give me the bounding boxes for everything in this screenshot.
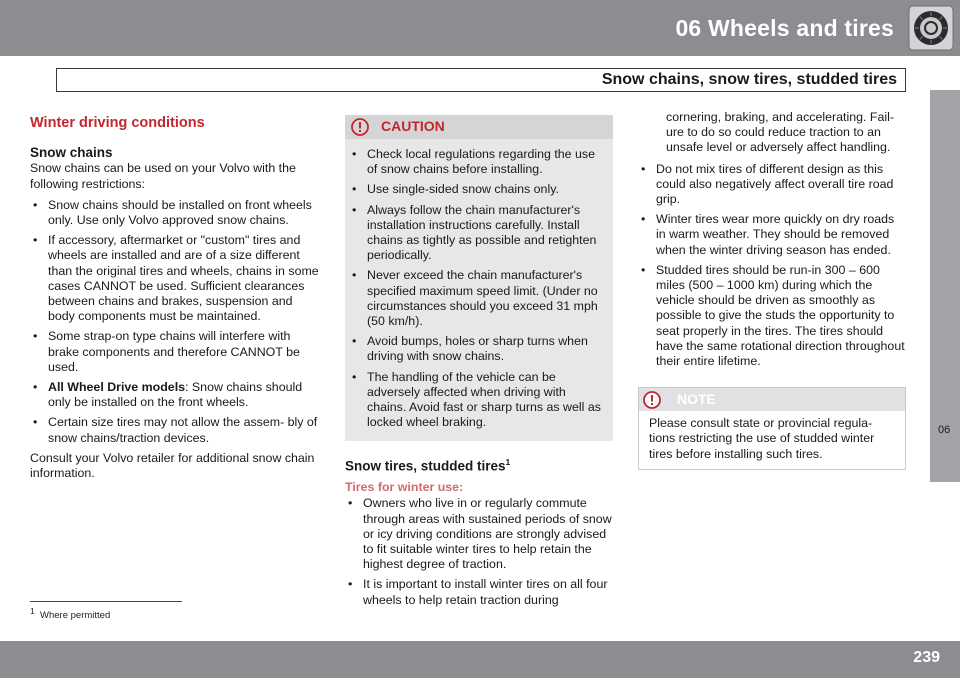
list-item: • Use single-sided snow chains only. [349, 182, 607, 197]
bottom-footer-bar [0, 641, 960, 678]
section-title: Snow chains, snow tires, studded tires [601, 71, 897, 88]
caution-header [345, 115, 613, 139]
list-item: • The handling of the vehicle can be adversely affected when driving with chains. Avoid fast or sharp turns as well as locked wheel braking. [349, 370, 607, 431]
list-item: • Studded tires should be run-in 300 – 600 miles (500 – 1000 km) during which the vehicle should be driven as smoothly as possible to give the studs the opportunity to seat properly in the tires. The tires should have the same rotational direction throughout their entire lifetime. [638, 263, 906, 369]
snow-tires-heading-text: Snow tires, studded tires [345, 458, 506, 474]
note-box [638, 387, 906, 470]
note-text: Please consult state or provincial regula- tions restricting the use of studded winter tires before installing such tires. [649, 416, 875, 461]
footnote-ref: 1 [505, 457, 511, 468]
snow-chains-outro: Consult your Volvo retailer for additional snow chain information. [30, 450, 315, 481]
tire-advice-list [638, 162, 906, 370]
section-heading: Winter driving conditions [30, 115, 205, 131]
footnote-text: Where permitted [40, 610, 111, 622]
caution-list [349, 147, 607, 430]
continued-text: cornering, braking, and accelerating. Fail- ure to do so could reduce traction to an unsafe level or adversely affect handling. [666, 110, 894, 155]
footnote-number: 1 [30, 606, 35, 616]
list-item: • Check local regulations regarding the use of snow chains before installing. [349, 147, 607, 177]
list-item: • Some strap-on type chains will interfere with brake components and therefore CANNOT be used. [30, 329, 322, 375]
list-item: • If accessory, aftermarket or "custom" tires and wheels are installed and are of a size different than the original tires and wheels, chains in some cases CANNOT be used. Sufficient clearances between chains and brakes, suspension and body components must be maintained. [30, 233, 322, 324]
awd-text: : Snow chains should only be installed on the front wheels. [48, 380, 303, 410]
list-item: • Owners who live in or regularly commute through areas with sustained periods of snow or icy driving conditions are strongly advised to fit suitable winter tires to help retain the highest degree of traction. [345, 496, 613, 572]
list-item: • Certain size tires may not allow the assem- bly of snow chains/traction devices. [30, 415, 322, 445]
tire-icon [908, 5, 954, 51]
snow-chains-list [30, 198, 322, 446]
caution-box [345, 115, 613, 441]
chapter-title: 06 Wheels and tires [675, 15, 894, 41]
column-1 [30, 110, 322, 481]
list-item: • Avoid bumps, holes or sharp turns when driving with snow chains. [349, 334, 607, 364]
footnote-divider [30, 601, 182, 602]
warning-icon [351, 118, 369, 136]
footnote [30, 606, 110, 621]
snow-chains-intro: Snow chains can be used on your Volvo with the following restrictions: [30, 161, 296, 191]
column-3 [638, 110, 906, 470]
list-item: • Always follow the chain manufacturer's installation instructions carefully. Install chains as tightly as possible and retighten periodically. [349, 203, 607, 264]
caution-title: CAUTION [381, 118, 445, 135]
note-title: NOTE [677, 391, 716, 408]
snow-chains-heading: Snow chains [30, 145, 113, 161]
section-header-box [56, 68, 906, 92]
snow-tires-heading [345, 455, 613, 474]
column-2 [345, 115, 613, 613]
list-item-awd [30, 380, 322, 410]
note-header [639, 388, 905, 411]
list-item: • It is important to install winter tires on all four wheels to help retain traction during [345, 577, 613, 607]
list-item: • Winter tires wear more quickly on dry roads in warm weather. They should be removed when the winter driving season has ended. [638, 212, 906, 258]
page-number: 239 [913, 649, 940, 666]
list-item: • Never exceed the chain manufacturer's specified maximum speed limit. (Under no circumstances should you exceed 31 mph (50 km/h). [349, 268, 607, 329]
info-icon [643, 391, 661, 409]
awd-label: All Wheel Drive models [48, 380, 186, 395]
list-item: • Do not mix tires of different design as this could also negatively affect overall tire road grip. [638, 162, 906, 208]
winter-use-heading: Tires for winter use: [345, 480, 464, 495]
winter-tires-list [345, 496, 613, 607]
list-item: • Snow chains should be installed on front wheels only. Use only Volvo approved snow chains. [30, 198, 322, 228]
chapter-side-tab-label: 06 [938, 424, 951, 436]
